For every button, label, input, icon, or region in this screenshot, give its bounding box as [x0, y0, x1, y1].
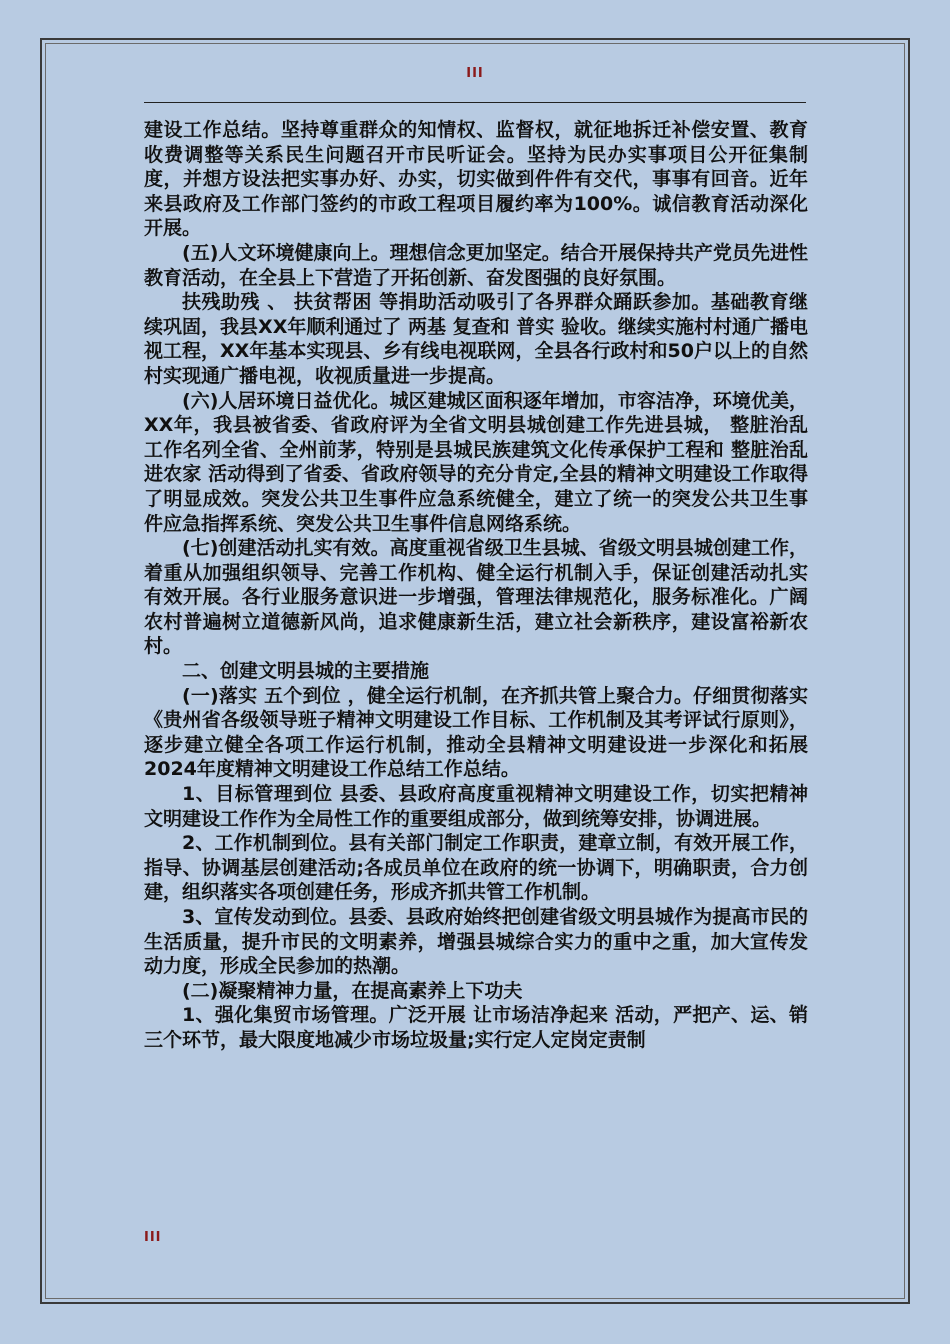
- paragraph: 3、宣传发动到位。县委、县政府始终把创建省级文明县城作为提高市民的生活质量，提升市民的文明素养，增强县城综合实力的重中之重，加大宣传发动力度，形成全民参加的热潮。: [144, 906, 808, 978]
- subsection-heading: (二)凝聚精神力量，在提高素养上下功夫: [182, 979, 523, 1002]
- paragraph: 1、目标管理到位 县委、县政府高度重视精神文明建设工作，切实把精神文明建设工作作为全局性工作的重要组成部分，做到统筹安排，协调进展。: [144, 783, 808, 830]
- header-mark: III: [466, 66, 484, 81]
- paragraph: (六)人居环境日益优化。城区建城区面积逐年增加，市容洁净，环境优美，XX年，我县被省委、省政府评为全省文明县城创建工作先进县城， 整脏治乱 工作名列全省、全州前茅，特别是县城民族建筑文化传承保护工程和 整脏治乱进农家 活动得到了省委、省政府领导的充分肯定,全县的精神文明建设工作取得了明显成效。突发公共卫生事件应急系统健全，建立了统一的突发公共卫生事件应急指挥系统、突发公共卫生事件信息网络系统。: [144, 389, 808, 535]
- paragraph: 2、工作机制到位。县有关部门制定工作职责，建章立制，有效开展工作，指导、协调基层创建活动;各成员单位在政府的统一协调下，明确职责，合力创建，组织落实各项创建任务，形成齐抓共管工作机制。: [144, 832, 808, 904]
- footer-mark: III: [144, 1230, 162, 1245]
- paragraph: 1、强化集贸市场管理。广泛开展 让市场洁净起来 活动，严把产、运、销三个环节，最大限度地减少市场垃圾量;实行定人定岗定责制: [144, 1004, 808, 1051]
- paragraph: (一)落实 五个到位 ，健全运行机制，在齐抓共管上聚合力。仔细贯彻落实《贵州省各级领导班子精神文明建设工作目标、工作机制及其考评试行原则》，逐步建立健全各项工作运行机制，推动全县精神文明建设进一步深化和拓展2024年度精神文明建设工作总结工作总结。: [144, 684, 808, 781]
- section-heading: 二、创建文明县城的主要措施: [182, 660, 430, 683]
- header-rule: [144, 102, 806, 103]
- paragraph: 扶残助残 、 扶贫帮困 等捐助活动吸引了各界群众踊跃参加。基础教育继续巩固，我县XX年顺利通过了 两基 复查和 普实 验收。继续实施村村通广播电视工程，XX年基本实现县、乡有线电视联网，全县各行政村和50户以上的自然村实现通广播电视，收视质量进一步提高。: [144, 291, 808, 387]
- paragraph: 建设工作总结。坚持尊重群众的知情权、监督权，就征地拆迁补偿安置、教育收费调整等关系民生问题召开市民听证会。坚持为民办实事项目公开征集制度，并想方设法把实事办好、办实，切实做到件件有交代，事事有回音。近年来县政府及工作部门签约的市政工程项目履约率为100%。诚信教育活动深化开展。: [144, 119, 808, 240]
- document-body: [144, 118, 808, 1053]
- paragraph: (五)人文环境健康向上。理想信念更加坚定。结合开展保持共产党员先进性教育活动，在全县上下营造了开拓创新、奋发图强的良好氛围。: [144, 241, 808, 289]
- paragraph: (七)创建活动扎实有效。高度重视省级卫生县城、省级文明县城创建工作，着重从加强组织领导、完善工作机构、健全运行机制入手，保证创建活动扎实有效开展。各行业服务意识进一步增强，管理法律规范化，服务标准化。广阔农村普遍树立道德新风尚，追求健康新生活，建立社会新秩序，建设富裕新农村。: [144, 537, 808, 658]
